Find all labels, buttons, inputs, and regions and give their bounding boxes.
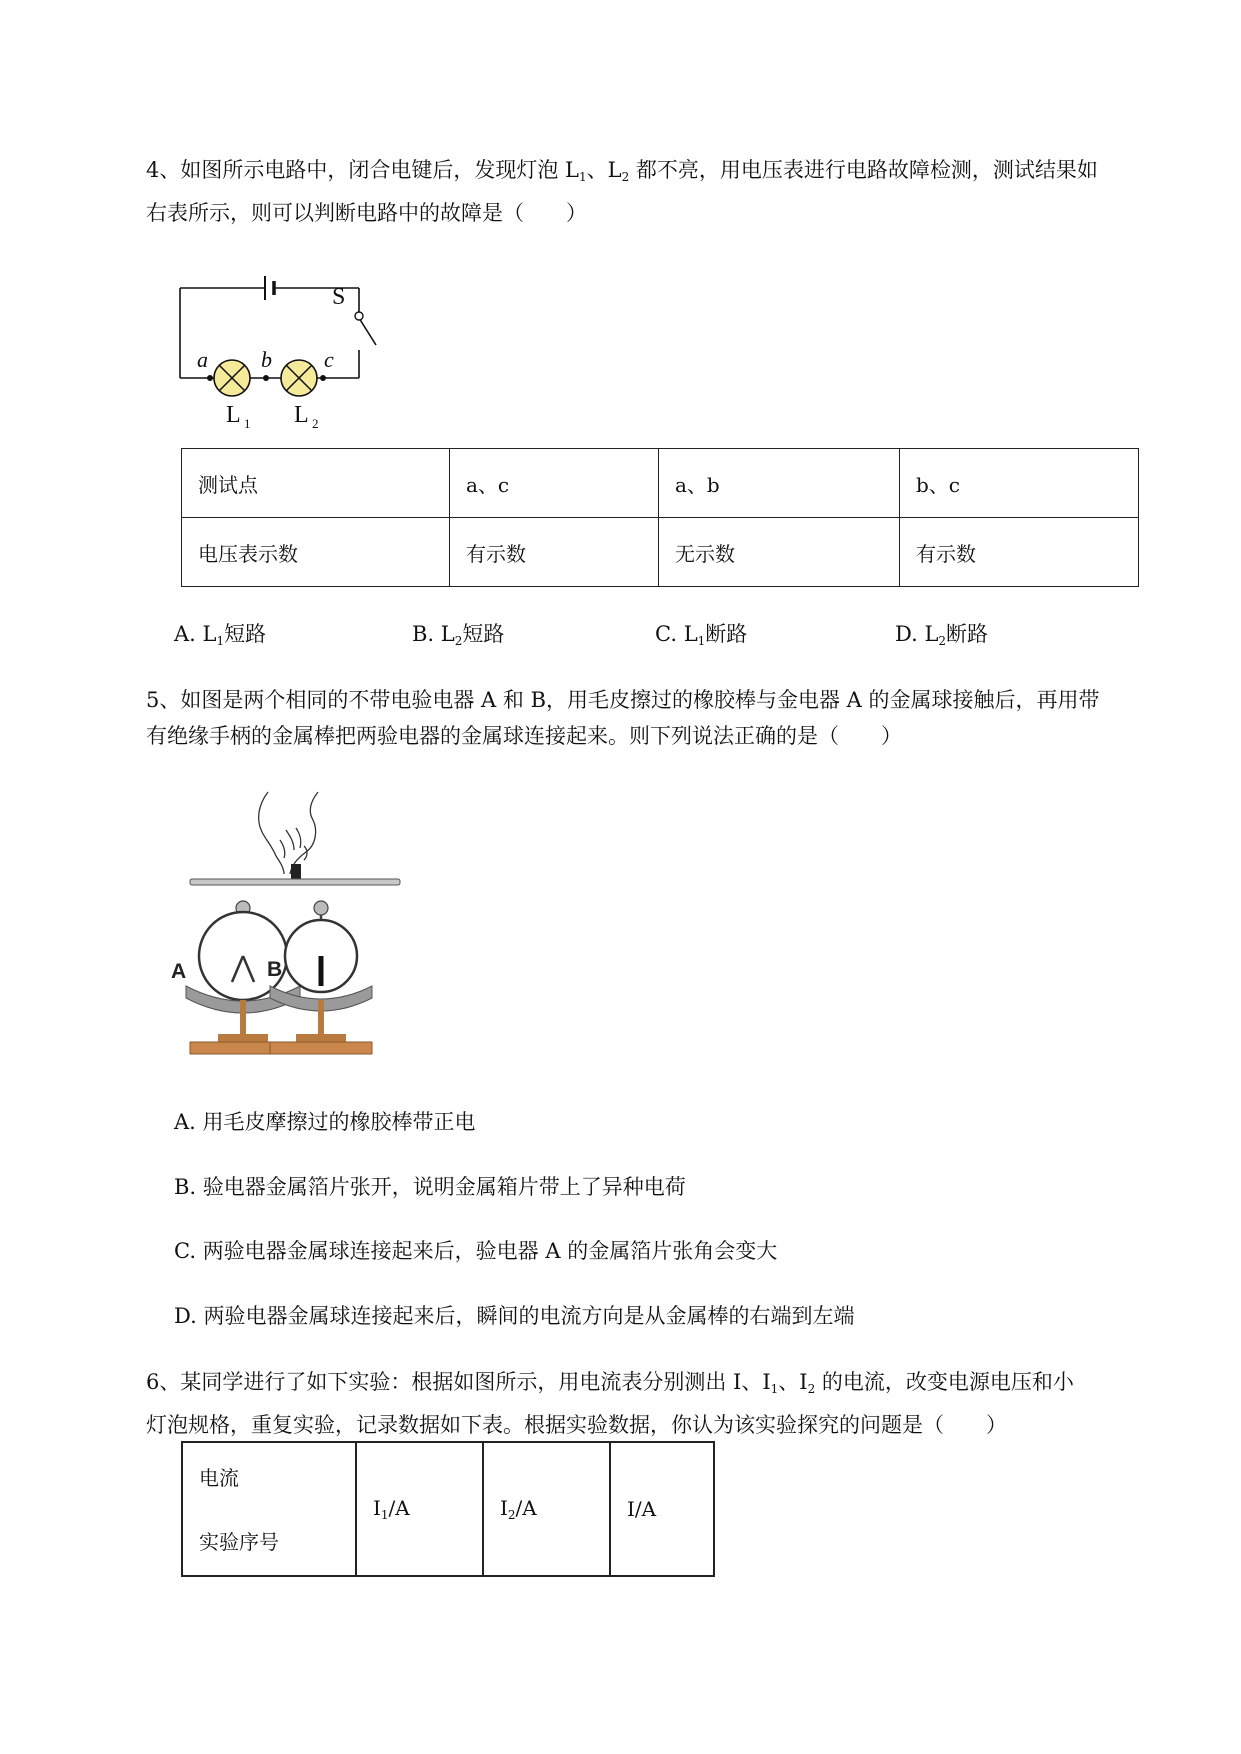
option-letter: C. <box>174 1239 196 1263</box>
option-text: 用毛皮摩擦过的橡胶棒带正电 <box>202 1110 476 1134</box>
option-text: 断路 <box>705 622 748 646</box>
question-4-option-c[interactable] <box>655 619 747 656</box>
table-cell: 测试点 <box>182 449 450 518</box>
question-4-text-part: 如图所示电路中，闭合电键后，发现灯泡 L <box>180 158 579 182</box>
question-4-line-1 <box>146 152 1156 195</box>
subscript: 1 <box>380 1508 389 1522</box>
table-header-cell: I/A <box>610 1442 714 1576</box>
option-text: 两验电器金属球连接起来后，验电器 A 的金属箔片张角会变大 <box>202 1239 778 1263</box>
option-letter: D. <box>174 1304 197 1328</box>
lamp-l1-subscript: 1 <box>244 416 251 431</box>
header-trial-label: 实验序号 <box>199 1530 279 1554</box>
question-4-stem <box>146 152 1156 231</box>
question-4-text-part: 、L <box>586 158 622 182</box>
question-5-stem <box>146 682 1156 754</box>
table-cell: a、b <box>659 449 900 518</box>
question-6-current-table <box>181 1441 715 1577</box>
question-6-line-1 <box>146 1364 1156 1407</box>
electroscope-b <box>270 901 372 1054</box>
point-b-label: b <box>261 347 272 372</box>
subscript: 1 <box>579 170 587 184</box>
question-5-option-d[interactable] <box>174 1301 854 1331</box>
electroscope-b-label: B <box>267 958 283 981</box>
lamp-l1-label: L <box>226 402 241 428</box>
option-text: 验电器金属箔片张开，说明金属箱片带上了异种电荷 <box>202 1175 686 1199</box>
table-row <box>182 518 1139 587</box>
question-5-option-c[interactable] <box>174 1236 777 1266</box>
subscript: 2 <box>621 170 630 184</box>
lamp-l2 <box>281 360 317 396</box>
table-row <box>182 449 1139 518</box>
lamp-l2-subscript: 2 <box>312 416 319 431</box>
subscript: 1 <box>770 1382 779 1396</box>
point-c-label: c <box>324 347 334 372</box>
option-text: 短路 <box>224 622 267 646</box>
option-text: 断路 <box>946 622 989 646</box>
question-4-number: 4、 <box>146 158 181 182</box>
question-6-stem <box>146 1364 1156 1443</box>
question-6-text-part: 某同学进行了如下实验：根据如图所示，用电流表分别测出 I、I <box>180 1370 771 1394</box>
column-unit: /A <box>515 1496 537 1520</box>
question-6-text-part: 的电流，改变电源电压和小 <box>815 1370 1074 1394</box>
table-header-cell <box>182 1442 356 1576</box>
table-cell: 无示数 <box>659 518 900 587</box>
metal-rod <box>190 879 400 885</box>
table-header-cell <box>356 1442 483 1576</box>
lamp-l1 <box>214 360 250 396</box>
insulating-handle <box>291 864 301 880</box>
option-letter: B. <box>412 622 435 646</box>
switch-label: S <box>332 284 346 310</box>
option-text: L <box>683 622 698 646</box>
table-cell: 电压表示数 <box>182 518 450 587</box>
subscript: 1 <box>216 634 225 648</box>
question-5-line-2: 有绝缘手柄的金属棒把两验电器的金属球连接起来。则下列说法正确的是（ ） <box>146 724 902 748</box>
column-label: I <box>500 1496 508 1520</box>
question-6-line-2: 灯泡规格，重复实验，记录数据如下表。根据实验数据，你认为该实验探究的问题是（ ） <box>146 1413 1007 1437</box>
option-text: 短路 <box>462 622 505 646</box>
table-cell: a、c <box>450 449 659 518</box>
subscript: 2 <box>807 1382 816 1396</box>
question-6-number: 6、 <box>146 1370 181 1394</box>
table-header-cell <box>483 1442 610 1576</box>
option-text: 两验电器金属球连接起来后，瞬间的电流方向是从金属棒的右端到左端 <box>203 1304 855 1328</box>
option-text: L <box>924 622 939 646</box>
electroscope-a-label: A <box>171 960 187 983</box>
column-label: I <box>373 1496 381 1520</box>
column-unit: /A <box>388 1496 410 1520</box>
electroscope-a <box>186 901 300 1054</box>
option-letter: C. <box>655 622 677 646</box>
question-5-option-b[interactable] <box>174 1172 686 1202</box>
option-letter: B. <box>174 1175 197 1199</box>
hand-icon <box>259 792 318 874</box>
point-b-dot <box>263 375 269 381</box>
question-5-line-1 <box>146 682 1156 718</box>
point-c-dot <box>320 375 326 381</box>
subscript: 1 <box>697 634 706 648</box>
option-letter: A. <box>174 622 196 646</box>
point-a-label: a <box>197 347 208 372</box>
question-4-option-d[interactable] <box>895 619 988 656</box>
question-4-voltage-table <box>181 448 1139 587</box>
subscript: 2 <box>938 634 947 648</box>
header-current-label: 电流 <box>199 1466 239 1490</box>
question-6-text-part: 、I <box>778 1370 808 1394</box>
table-cell: 有示数 <box>450 518 659 587</box>
switch-pivot <box>355 312 363 320</box>
option-letter: A. <box>174 1110 196 1134</box>
subscript: 2 <box>454 634 463 648</box>
question-4-option-b[interactable] <box>412 619 504 656</box>
question-4-option-a[interactable] <box>174 619 266 656</box>
lamp-l2-label: L <box>294 402 309 428</box>
table-cell: 有示数 <box>900 518 1139 587</box>
table-row <box>182 1442 714 1576</box>
subscript: 2 <box>507 1508 516 1522</box>
question-4-text-part: 都不亮，用电压表进行电路故障检测，测试结果如 <box>629 158 1098 182</box>
question-5-text-part: 如图是两个相同的不带电验电器 A 和 B，用毛皮擦过的橡胶棒与金电器 A 的金属球接触后，再用带 <box>180 688 1100 712</box>
option-text: L <box>440 622 455 646</box>
circuit-diagram <box>170 258 400 433</box>
question-5-number: 5、 <box>146 688 181 712</box>
option-text: L <box>202 622 217 646</box>
question-5-option-a[interactable] <box>174 1107 476 1137</box>
table-cell: b、c <box>900 449 1139 518</box>
point-a-dot <box>207 375 213 381</box>
question-4-line-2: 右表所示，则可以判断电路中的故障是（ ） <box>146 201 587 225</box>
electroscope-diagram <box>168 790 413 1065</box>
option-letter: D. <box>895 622 918 646</box>
